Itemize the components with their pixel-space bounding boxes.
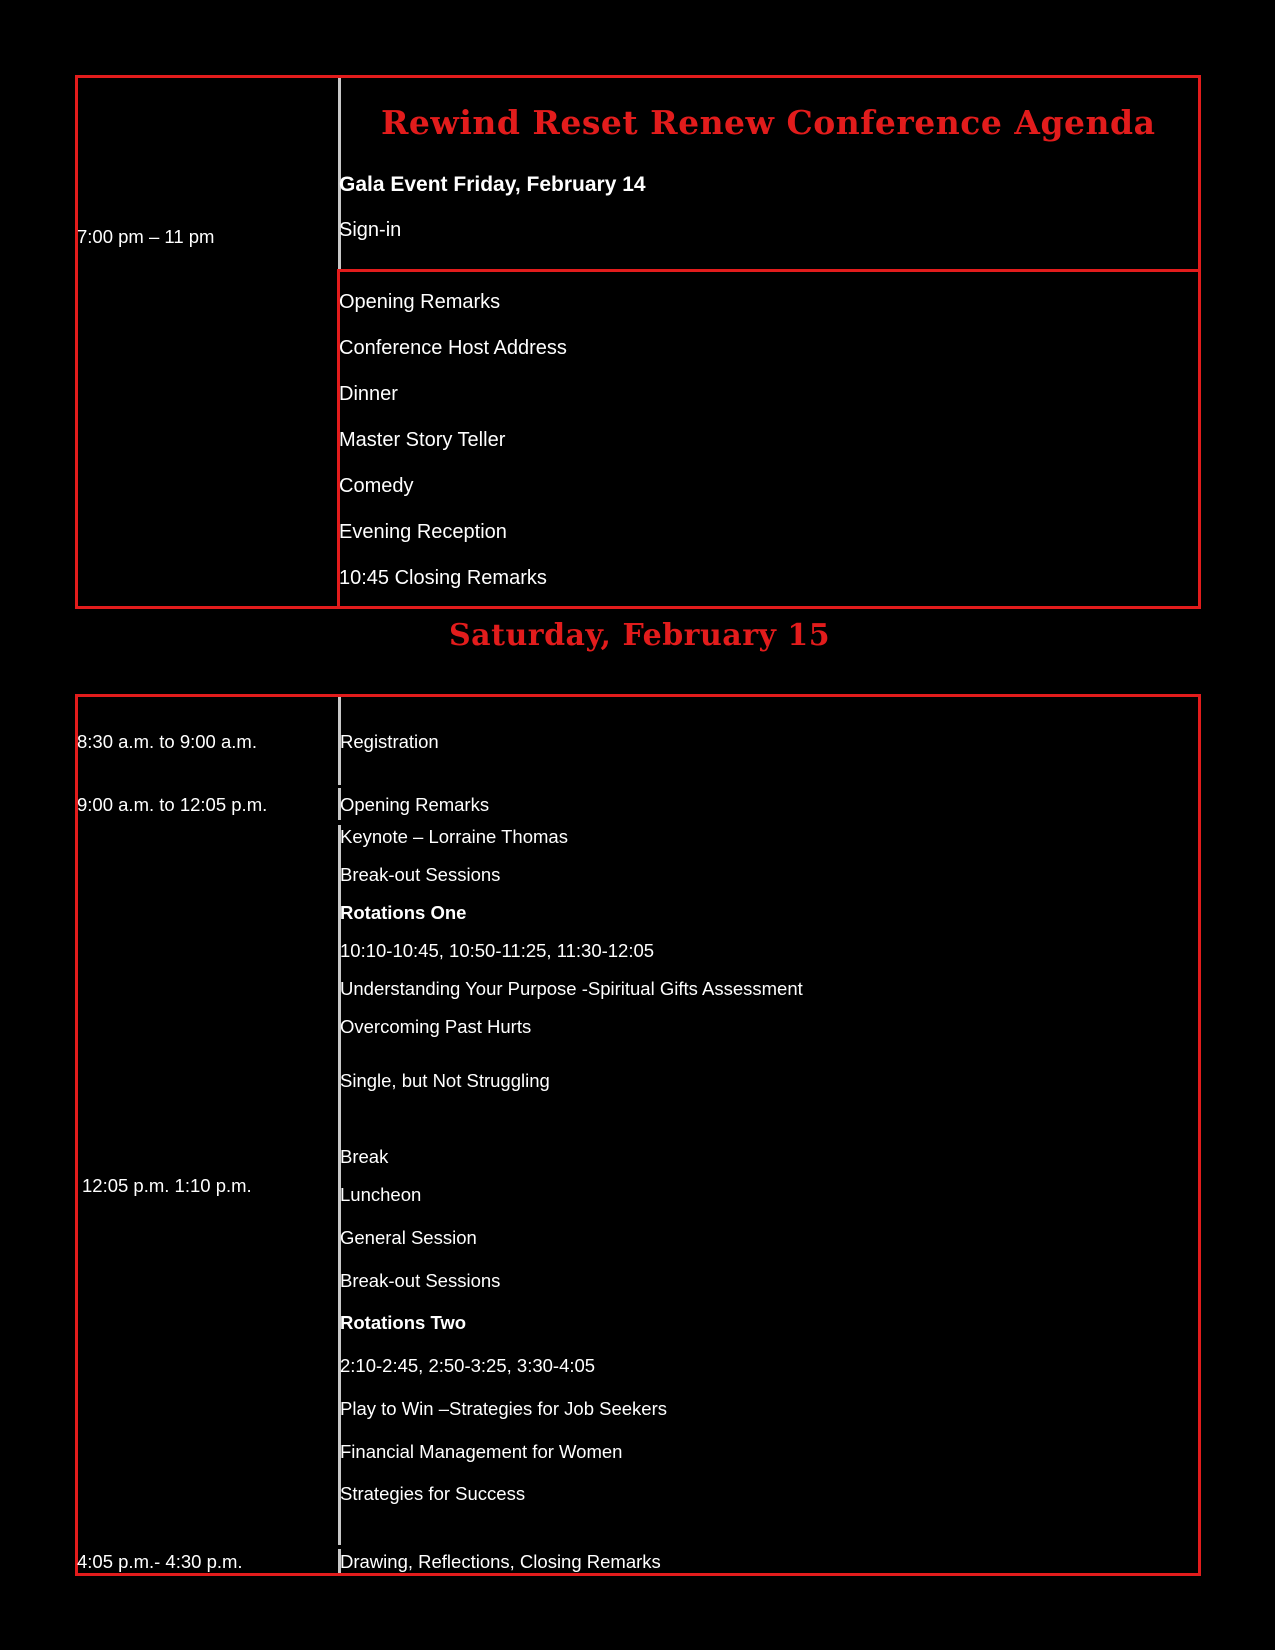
friday-item: Dinner <box>339 383 398 405</box>
saturday-item: Break-out Sessions <box>340 864 501 885</box>
saturday-item: Drawing, Reflections, Closing Remarks <box>340 1551 661 1572</box>
saturday-time: 9:00 a.m. to 12:05 p.m. <box>77 794 268 815</box>
saturday-time: 4:05 p.m.- 4:30 p.m. <box>77 1551 243 1572</box>
saturday-item: Opening Remarks <box>340 794 490 815</box>
page-title: Rewind Reset Renew Conference Agenda <box>381 103 1156 142</box>
saturday-item: Rotations Two <box>340 1312 467 1333</box>
friday-item: Master Story Teller <box>339 429 506 451</box>
saturday-item: Rotations One <box>340 902 467 923</box>
saturday-item: Understanding Your Purpose -Spiritual Gifts Assessment <box>340 978 803 999</box>
saturday-item: Financial Management for Women <box>340 1441 623 1462</box>
saturday-agenda-table <box>75 694 1201 1576</box>
friday-item: Conference Host Address <box>339 337 567 359</box>
friday-item: Evening Reception <box>339 521 507 543</box>
friday-item: Comedy <box>339 475 414 497</box>
saturday-item: Single, but Not Struggling <box>340 1070 550 1091</box>
friday-item: 10:45 Closing Remarks <box>339 567 547 589</box>
saturday-time: 12:05 p.m. 1:10 p.m. <box>82 1175 252 1196</box>
saturday-item: 10:10-10:45, 10:50-11:25, 11:30-12:05 <box>340 940 655 961</box>
saturday-item: General Session <box>340 1227 477 1248</box>
saturday-item: Keynote – Lorraine Thomas <box>340 826 568 847</box>
saturday-item: 2:10-2:45, 2:50-3:25, 3:30-4:05 <box>340 1355 596 1376</box>
saturday-item: Play to Win –Strategies for Job Seekers <box>340 1398 667 1419</box>
friday-time: 7:00 pm – 11 pm <box>77 226 215 247</box>
saturday-item: Break-out Sessions <box>340 1270 501 1291</box>
saturday-item: Registration <box>340 731 439 752</box>
saturday-item: Overcoming Past Hurts <box>340 1016 532 1037</box>
saturday-heading: Saturday, February 15 <box>449 618 831 653</box>
gala-heading: Gala Event Friday, February 14 <box>339 173 646 196</box>
friday-item: Opening Remarks <box>339 291 501 313</box>
saturday-time: 8:30 a.m. to 9:00 a.m. <box>77 731 257 752</box>
saturday-item: Luncheon <box>340 1184 422 1205</box>
saturday-item: Strategies for Success <box>340 1483 526 1504</box>
saturday-item: Break <box>340 1146 389 1167</box>
signin-item: Sign-in <box>339 219 402 241</box>
